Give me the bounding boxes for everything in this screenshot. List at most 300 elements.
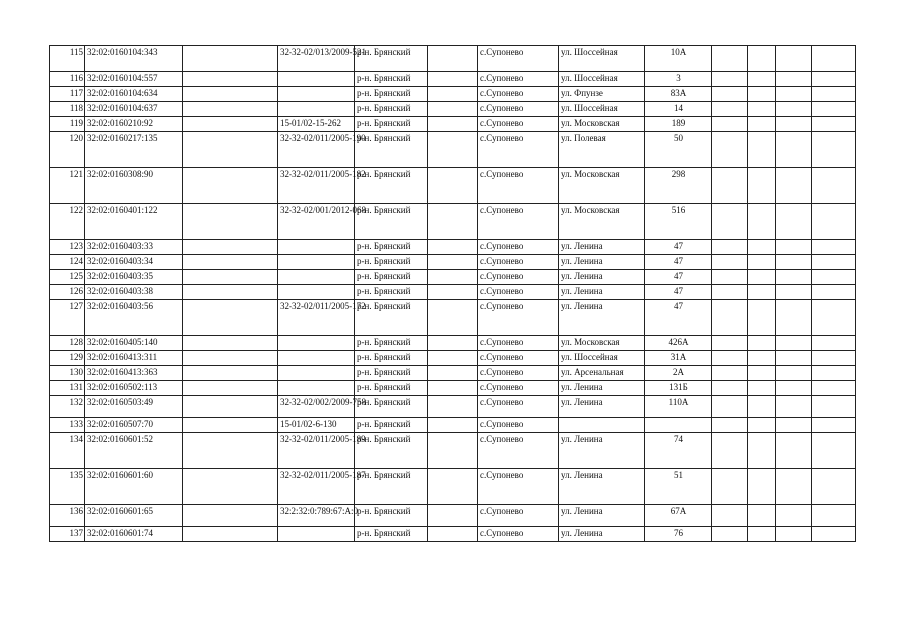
empty-cell	[428, 336, 478, 351]
empty-cell	[428, 527, 478, 542]
empty-cell	[183, 396, 278, 418]
district-cell: р-н. Брянский	[355, 117, 428, 132]
empty-cell	[748, 72, 776, 87]
empty-cell	[183, 366, 278, 381]
registration-record	[278, 527, 355, 542]
row-number: 133	[50, 418, 85, 433]
cadastral-number: 32:02:0160308:90	[85, 168, 183, 204]
empty-cell	[776, 240, 812, 255]
empty-cell	[183, 336, 278, 351]
empty-cell	[183, 300, 278, 336]
village-cell: с.Супонево	[478, 132, 559, 168]
street-cell: ул. Шоссейная	[559, 351, 645, 366]
row-number: 115	[50, 46, 85, 72]
empty-cell	[428, 132, 478, 168]
empty-cell	[776, 396, 812, 418]
district-cell: р-н. Брянский	[355, 72, 428, 87]
row-number: 136	[50, 505, 85, 527]
empty-cell	[776, 505, 812, 527]
empty-cell	[776, 366, 812, 381]
empty-cell	[712, 527, 748, 542]
cadastral-number: 32:02:0160601:74	[85, 527, 183, 542]
row-number: 117	[50, 87, 85, 102]
empty-cell	[183, 240, 278, 255]
row-number: 127	[50, 300, 85, 336]
registration-record	[278, 270, 355, 285]
table-row	[50, 255, 856, 270]
village-cell: с.Супонево	[478, 72, 559, 87]
empty-cell	[776, 300, 812, 336]
district-cell: р-н. Брянский	[355, 433, 428, 469]
table-row	[50, 381, 856, 396]
cadastral-number: 32:02:0160104:343	[85, 46, 183, 72]
empty-cell	[776, 527, 812, 542]
village-cell: с.Супонево	[478, 102, 559, 117]
empty-cell	[776, 381, 812, 396]
village-cell: с.Супонево	[478, 204, 559, 240]
house-number: 14	[645, 102, 712, 117]
cadastral-number: 32:02:0160403:56	[85, 300, 183, 336]
house-number: 10А	[645, 46, 712, 72]
house-number: 3	[645, 72, 712, 87]
empty-cell	[428, 505, 478, 527]
empty-cell	[428, 255, 478, 270]
empty-cell	[748, 527, 776, 542]
empty-cell	[712, 469, 748, 505]
row-number: 134	[50, 433, 85, 469]
row-number: 120	[50, 132, 85, 168]
empty-cell	[712, 381, 748, 396]
empty-cell	[812, 102, 856, 117]
empty-cell	[428, 418, 478, 433]
cadastral-number: 32:02:0160405:140	[85, 336, 183, 351]
empty-cell	[748, 418, 776, 433]
empty-cell	[183, 381, 278, 396]
empty-cell	[712, 433, 748, 469]
table-row	[50, 469, 856, 505]
empty-cell	[712, 366, 748, 381]
empty-cell	[183, 117, 278, 132]
registration-record	[278, 255, 355, 270]
empty-cell	[776, 132, 812, 168]
empty-cell	[776, 204, 812, 240]
empty-cell	[712, 240, 748, 255]
cadastral-number: 32:02:0160601:60	[85, 469, 183, 505]
empty-cell	[776, 102, 812, 117]
empty-cell	[776, 433, 812, 469]
street-cell: ул. Ленина	[559, 381, 645, 396]
empty-cell	[812, 270, 856, 285]
house-number: 76	[645, 527, 712, 542]
village-cell: с.Супонево	[478, 117, 559, 132]
table-row	[50, 433, 856, 469]
district-cell: р-н. Брянский	[355, 527, 428, 542]
empty-cell	[776, 351, 812, 366]
house-number: 516	[645, 204, 712, 240]
empty-cell	[776, 285, 812, 300]
empty-cell	[748, 255, 776, 270]
empty-cell	[712, 351, 748, 366]
house-number: 83А	[645, 87, 712, 102]
street-cell: ул. Фпунзе	[559, 87, 645, 102]
street-cell	[559, 418, 645, 433]
village-cell: с.Супонево	[478, 336, 559, 351]
table-row	[50, 336, 856, 351]
empty-cell	[183, 168, 278, 204]
empty-cell	[712, 132, 748, 168]
empty-cell	[748, 270, 776, 285]
cadastral-number: 32:02:0160104:637	[85, 102, 183, 117]
empty-cell	[776, 418, 812, 433]
empty-cell	[812, 351, 856, 366]
street-cell: ул. Ленина	[559, 270, 645, 285]
row-number: 125	[50, 270, 85, 285]
row-number: 116	[50, 72, 85, 87]
empty-cell	[712, 204, 748, 240]
district-cell: р-н. Брянский	[355, 381, 428, 396]
register-table	[49, 45, 856, 542]
house-number: 50	[645, 132, 712, 168]
district-cell: р-н. Брянский	[355, 255, 428, 270]
district-cell: р-н. Брянский	[355, 240, 428, 255]
empty-cell	[748, 204, 776, 240]
empty-cell	[812, 132, 856, 168]
street-cell: ул. Ленина	[559, 505, 645, 527]
empty-cell	[428, 117, 478, 132]
empty-cell	[712, 168, 748, 204]
street-cell: ул. Московская	[559, 117, 645, 132]
empty-cell	[748, 366, 776, 381]
empty-cell	[712, 396, 748, 418]
cadastral-number: 32:02:0160403:35	[85, 270, 183, 285]
empty-cell	[748, 240, 776, 255]
empty-cell	[183, 102, 278, 117]
registration-record	[278, 285, 355, 300]
house-number: 47	[645, 285, 712, 300]
cadastral-number: 32:02:0160413:311	[85, 351, 183, 366]
village-cell: с.Супонево	[478, 168, 559, 204]
village-cell: с.Супонево	[478, 469, 559, 505]
empty-cell	[748, 433, 776, 469]
row-number: 135	[50, 469, 85, 505]
empty-cell	[748, 351, 776, 366]
street-cell: ул. Ленина	[559, 240, 645, 255]
empty-cell	[183, 132, 278, 168]
district-cell: р-н. Брянский	[355, 366, 428, 381]
empty-cell	[812, 285, 856, 300]
empty-cell	[428, 285, 478, 300]
empty-cell	[183, 351, 278, 366]
village-cell: с.Супонево	[478, 418, 559, 433]
house-number	[645, 418, 712, 433]
empty-cell	[812, 117, 856, 132]
empty-cell	[776, 117, 812, 132]
street-cell: ул. Московская	[559, 336, 645, 351]
empty-cell	[748, 396, 776, 418]
empty-cell	[183, 72, 278, 87]
registration-record: 32-32-02/002/2009-758	[278, 396, 355, 418]
empty-cell	[428, 240, 478, 255]
empty-cell	[748, 117, 776, 132]
empty-cell	[776, 72, 812, 87]
cadastral-number: 32:02:0160104:557	[85, 72, 183, 87]
house-number: 67А	[645, 505, 712, 527]
village-cell: с.Супонево	[478, 46, 559, 72]
house-number: 51	[645, 469, 712, 505]
district-cell: р-н. Брянский	[355, 469, 428, 505]
empty-cell	[812, 300, 856, 336]
registration-record: 32-32-02/011/2005-187	[278, 469, 355, 505]
empty-cell	[776, 46, 812, 72]
registration-record	[278, 87, 355, 102]
empty-cell	[812, 505, 856, 527]
cadastral-number: 32:02:0160403:33	[85, 240, 183, 255]
empty-cell	[812, 433, 856, 469]
empty-cell	[776, 168, 812, 204]
table-row	[50, 72, 856, 87]
empty-cell	[712, 336, 748, 351]
district-cell: р-н. Брянский	[355, 285, 428, 300]
table-row	[50, 102, 856, 117]
empty-cell	[812, 336, 856, 351]
empty-cell	[183, 204, 278, 240]
row-number: 132	[50, 396, 85, 418]
empty-cell	[712, 300, 748, 336]
row-number: 137	[50, 527, 85, 542]
empty-cell	[748, 46, 776, 72]
cadastral-number: 32:02:0160601:52	[85, 433, 183, 469]
village-cell: с.Супонево	[478, 87, 559, 102]
row-number: 118	[50, 102, 85, 117]
house-number: 298	[645, 168, 712, 204]
cadastral-number: 32:02:0160601:65	[85, 505, 183, 527]
village-cell: с.Супонево	[478, 255, 559, 270]
registration-record: 32-32-02/011/2005-172	[278, 300, 355, 336]
house-number: 47	[645, 300, 712, 336]
village-cell: с.Супонево	[478, 270, 559, 285]
empty-cell	[812, 255, 856, 270]
house-number: 426А	[645, 336, 712, 351]
district-cell: р-н. Брянский	[355, 46, 428, 72]
empty-cell	[183, 46, 278, 72]
district-cell: р-н. Брянский	[355, 396, 428, 418]
table-row	[50, 505, 856, 527]
table-row	[50, 87, 856, 102]
registration-record: 32-32-02/011/2005-189	[278, 433, 355, 469]
table-row	[50, 117, 856, 132]
district-cell: р-н. Брянский	[355, 300, 428, 336]
table-row	[50, 285, 856, 300]
table-row	[50, 270, 856, 285]
district-cell: р-н. Брянский	[355, 102, 428, 117]
house-number: 74	[645, 433, 712, 469]
village-cell: с.Супонево	[478, 505, 559, 527]
empty-cell	[776, 270, 812, 285]
row-number: 122	[50, 204, 85, 240]
street-cell: ул. Ленина	[559, 255, 645, 270]
cadastral-number: 32:02:0160503:49	[85, 396, 183, 418]
district-cell: р-н. Брянский	[355, 204, 428, 240]
empty-cell	[712, 87, 748, 102]
village-cell: с.Супонево	[478, 285, 559, 300]
row-number: 123	[50, 240, 85, 255]
house-number: 31А	[645, 351, 712, 366]
empty-cell	[812, 204, 856, 240]
village-cell: с.Супонево	[478, 527, 559, 542]
registration-record	[278, 336, 355, 351]
registration-record	[278, 351, 355, 366]
empty-cell	[712, 285, 748, 300]
empty-cell	[183, 469, 278, 505]
registration-record: 32-32-02/011/2005-182	[278, 168, 355, 204]
cadastral-number: 32:02:0160403:34	[85, 255, 183, 270]
registration-record: 15-01/02-15-262	[278, 117, 355, 132]
table-row	[50, 366, 856, 381]
empty-cell	[812, 381, 856, 396]
empty-cell	[183, 433, 278, 469]
empty-cell	[812, 240, 856, 255]
house-number: 189	[645, 117, 712, 132]
empty-cell	[428, 46, 478, 72]
village-cell: с.Супонево	[478, 300, 559, 336]
empty-cell	[776, 255, 812, 270]
cadastral-number: 32:02:0160413:363	[85, 366, 183, 381]
empty-cell	[428, 102, 478, 117]
house-number: 47	[645, 240, 712, 255]
street-cell: ул. Шоссейная	[559, 102, 645, 117]
empty-cell	[748, 336, 776, 351]
registration-record	[278, 366, 355, 381]
empty-cell	[748, 168, 776, 204]
empty-cell	[748, 381, 776, 396]
empty-cell	[712, 46, 748, 72]
empty-cell	[428, 72, 478, 87]
row-number: 124	[50, 255, 85, 270]
empty-cell	[428, 270, 478, 285]
empty-cell	[183, 527, 278, 542]
street-cell: ул. Шоссейная	[559, 72, 645, 87]
table-row	[50, 168, 856, 204]
empty-cell	[776, 336, 812, 351]
street-cell: ул. Ленина	[559, 300, 645, 336]
row-number: 128	[50, 336, 85, 351]
empty-cell	[428, 204, 478, 240]
empty-cell	[748, 87, 776, 102]
district-cell: р-н. Брянский	[355, 351, 428, 366]
empty-cell	[183, 285, 278, 300]
row-number: 119	[50, 117, 85, 132]
cadastral-number: 32:02:0160403:38	[85, 285, 183, 300]
street-cell: ул. Ленина	[559, 469, 645, 505]
house-number: 47	[645, 270, 712, 285]
registration-record: 32-32-02/013/2009-521	[278, 46, 355, 72]
table-row	[50, 300, 856, 336]
empty-cell	[812, 527, 856, 542]
street-cell: ул. Полевая	[559, 132, 645, 168]
table-row	[50, 132, 856, 168]
empty-cell	[428, 300, 478, 336]
row-number: 131	[50, 381, 85, 396]
empty-cell	[748, 505, 776, 527]
row-number: 130	[50, 366, 85, 381]
table-row	[50, 351, 856, 366]
empty-cell	[183, 255, 278, 270]
empty-cell	[183, 87, 278, 102]
street-cell: ул. Ленина	[559, 527, 645, 542]
district-cell: р-н. Брянский	[355, 505, 428, 527]
table-row	[50, 527, 856, 542]
empty-cell	[812, 469, 856, 505]
street-cell: ул. Арсенальная	[559, 366, 645, 381]
empty-cell	[712, 505, 748, 527]
registration-record	[278, 102, 355, 117]
village-cell: с.Супонево	[478, 240, 559, 255]
empty-cell	[776, 87, 812, 102]
street-cell: ул. Ленина	[559, 396, 645, 418]
empty-cell	[812, 87, 856, 102]
empty-cell	[712, 102, 748, 117]
district-cell: р-н. Брянский	[355, 418, 428, 433]
cadastral-number: 32:02:0160507:70	[85, 418, 183, 433]
empty-cell	[428, 366, 478, 381]
village-cell: с.Супонево	[478, 433, 559, 469]
cadastral-number: 32:02:0160502:113	[85, 381, 183, 396]
empty-cell	[812, 396, 856, 418]
street-cell: ул. Московская	[559, 204, 645, 240]
empty-cell	[428, 469, 478, 505]
registration-record: 32-32-02/011/2005-190	[278, 132, 355, 168]
table-row	[50, 418, 856, 433]
empty-cell	[748, 285, 776, 300]
street-cell: ул. Шоссейная	[559, 46, 645, 72]
village-cell: с.Супонево	[478, 351, 559, 366]
registration-record	[278, 381, 355, 396]
street-cell: ул. Московская	[559, 168, 645, 204]
row-number: 126	[50, 285, 85, 300]
empty-cell	[812, 168, 856, 204]
house-number: 110А	[645, 396, 712, 418]
registration-record	[278, 72, 355, 87]
empty-cell	[748, 300, 776, 336]
district-cell: р-н. Брянский	[355, 132, 428, 168]
registration-record: 32-32-02/001/2012-068	[278, 204, 355, 240]
registration-record: 32:2:32:0:789:67:А:0	[278, 505, 355, 527]
register-rows	[50, 46, 856, 542]
empty-cell	[428, 87, 478, 102]
empty-cell	[428, 351, 478, 366]
table-row	[50, 240, 856, 255]
table-row	[50, 46, 856, 72]
empty-cell	[812, 418, 856, 433]
district-cell: р-н. Брянский	[355, 168, 428, 204]
empty-cell	[812, 72, 856, 87]
table-row	[50, 204, 856, 240]
village-cell: с.Супонево	[478, 396, 559, 418]
street-cell: ул. Ленина	[559, 433, 645, 469]
cadastral-number: 32:02:0160210:92	[85, 117, 183, 132]
house-number: 47	[645, 255, 712, 270]
empty-cell	[428, 381, 478, 396]
empty-cell	[183, 270, 278, 285]
empty-cell	[748, 102, 776, 117]
registration-record: 15-01/02-6-130	[278, 418, 355, 433]
empty-cell	[712, 255, 748, 270]
empty-cell	[748, 469, 776, 505]
street-cell: ул. Ленина	[559, 285, 645, 300]
cadastral-number: 32:02:0160217:135	[85, 132, 183, 168]
district-cell: р-н. Брянский	[355, 270, 428, 285]
empty-cell	[183, 418, 278, 433]
